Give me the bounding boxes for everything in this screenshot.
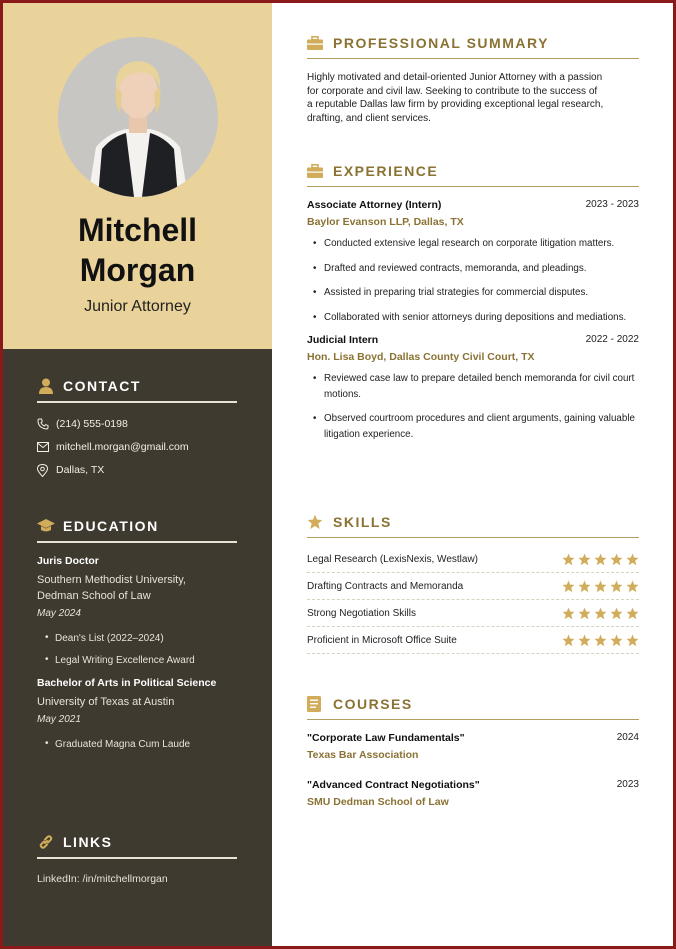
school-line: Dedman School of Law xyxy=(37,590,151,602)
course-year: 2024 xyxy=(616,732,639,743)
job-dates: 2023 - 2023 xyxy=(585,199,639,210)
star-icon xyxy=(594,580,607,593)
links-heading xyxy=(37,833,237,859)
list-item: • Dean's List (2022–2024) xyxy=(37,633,237,644)
summary-section xyxy=(307,33,639,125)
job-bullets xyxy=(307,236,639,325)
contact-location xyxy=(37,463,237,477)
job-title: Associate Attorney (Intern) xyxy=(307,199,442,211)
skills-heading xyxy=(307,512,639,538)
star-icon xyxy=(578,634,591,647)
job-dates: 2022 - 2022 xyxy=(585,334,639,345)
star-icon xyxy=(562,580,575,593)
list-item: • Assisted in preparing trial strategies for commercial disputes. xyxy=(307,285,639,301)
star-icon xyxy=(594,607,607,620)
education-highlights xyxy=(37,739,237,750)
skill-name: Strong Negotiation Skills xyxy=(307,607,416,619)
star-icon xyxy=(626,580,639,593)
briefcase-icon xyxy=(307,162,325,180)
skill-name: Legal Research (LexisNexis, Westlaw) xyxy=(307,553,478,565)
skills-section xyxy=(307,512,639,654)
education-section xyxy=(37,517,237,761)
book-icon xyxy=(307,695,325,713)
resume-page xyxy=(3,3,673,946)
avatar-photo xyxy=(58,37,218,197)
graduation-cap-icon xyxy=(37,517,55,535)
job-title: Judicial Intern xyxy=(307,334,379,346)
summary-heading xyxy=(307,33,639,59)
job-organization: Baylor Evanson LLP, Dallas, TX xyxy=(307,216,464,228)
education-entry xyxy=(37,677,237,750)
star-icon xyxy=(610,607,623,620)
last-name: Morgan xyxy=(79,252,196,288)
sidebar xyxy=(3,3,272,946)
skill-name: Proficient in Microsoft Office Suite xyxy=(307,634,457,646)
star-icon xyxy=(578,607,591,620)
skill-row xyxy=(307,627,639,654)
skill-rating xyxy=(562,634,639,647)
contact-email[interactable] xyxy=(37,440,237,454)
star-icon xyxy=(562,607,575,620)
skill-rating xyxy=(562,553,639,566)
links-section xyxy=(37,833,237,885)
star-icon xyxy=(594,634,607,647)
skills-list xyxy=(307,546,639,654)
courses-heading-label: COURSES xyxy=(333,695,413,712)
list-item: • Legal Writing Excellence Award xyxy=(37,655,237,666)
summary-line: a reputable Dallas law firm by providing exceptional legal research, xyxy=(307,99,604,110)
contact-phone[interactable] xyxy=(37,417,237,431)
course-organization: Texas Bar Association xyxy=(307,749,419,761)
summary-text xyxy=(307,71,639,125)
first-name: Mitchell xyxy=(77,212,198,248)
summary-heading-label: PROFESSIONAL SUMMARY xyxy=(333,34,549,51)
candidate-name xyxy=(3,210,272,290)
education-heading-label: EDUCATION xyxy=(63,518,159,534)
summary-line: for corporate and civil law. Seeking to contribute to the success of xyxy=(307,85,598,97)
degree: Juris Doctor xyxy=(37,555,99,567)
list-item: • Collaborated with senior attorneys during depositions and mediations. xyxy=(307,310,639,326)
star-icon xyxy=(594,553,607,566)
briefcase-icon xyxy=(307,34,325,52)
list-item: • Reviewed case law to prepare detailed bench memoranda for civil court motions. xyxy=(307,371,639,402)
location-pin-icon xyxy=(37,464,51,477)
list-item: • Observed courtroom procedures and client arguments, gaining valuable litigation experience. xyxy=(307,411,639,442)
course-year: 2023 xyxy=(616,779,639,790)
experience-section xyxy=(307,161,639,451)
email-text: mitchell.morgan@gmail.com xyxy=(56,441,189,453)
star-icon xyxy=(307,513,325,531)
mail-icon xyxy=(37,442,51,452)
education-heading xyxy=(37,517,237,543)
graduation-date: May 2021 xyxy=(37,714,81,725)
job-bullets xyxy=(307,371,639,442)
skill-name: Drafting Contracts and Memoranda xyxy=(307,580,464,592)
job-entry xyxy=(307,334,639,442)
course-title: "Corporate Law Fundamentals" xyxy=(307,732,465,744)
course-entry xyxy=(307,732,639,761)
job-organization: Hon. Lisa Boyd, Dallas County Civil Court, TX xyxy=(307,351,535,363)
skill-row xyxy=(307,573,639,600)
skill-rating xyxy=(562,580,639,593)
star-icon xyxy=(610,634,623,647)
list-item: • Conducted extensive legal research on corporate litigation matters. xyxy=(307,236,639,252)
skill-rating xyxy=(562,607,639,620)
phone-text: (214) 555-0198 xyxy=(56,418,128,430)
job-entry xyxy=(307,199,639,325)
graduation-date: May 2024 xyxy=(37,608,81,619)
links-heading-label: LINKS xyxy=(63,834,113,850)
contact-heading-label: CONTACT xyxy=(63,378,141,394)
education-entry xyxy=(37,555,237,666)
list-item: • Graduated Magna Cum Laude xyxy=(37,739,237,750)
list-item: • Drafted and reviewed contracts, memoranda, and pleadings. xyxy=(307,261,639,277)
courses-section xyxy=(307,694,639,808)
user-icon xyxy=(37,377,55,395)
star-icon xyxy=(610,553,623,566)
star-icon xyxy=(610,580,623,593)
contact-heading xyxy=(37,377,237,403)
star-icon xyxy=(562,553,575,566)
skills-heading-label: SKILLS xyxy=(333,513,392,530)
course-organization: SMU Dedman School of Law xyxy=(307,796,449,808)
sidebar-header xyxy=(3,3,272,349)
experience-heading-label: EXPERIENCE xyxy=(333,162,439,179)
link-icon xyxy=(37,833,55,851)
course-title: "Advanced Contract Negotiations" xyxy=(307,779,480,791)
job-title: Junior Attorney xyxy=(84,298,191,315)
star-icon xyxy=(578,580,591,593)
school xyxy=(37,572,237,604)
phone-icon xyxy=(37,418,51,430)
sidebar-body xyxy=(3,349,272,946)
summary-line: drafting, and client services. xyxy=(307,112,431,124)
star-icon xyxy=(578,553,591,566)
summary-line: Highly motivated and detail-oriented Junior Attorney with a passion xyxy=(307,72,603,83)
courses-heading xyxy=(307,694,639,720)
star-icon xyxy=(562,634,575,647)
experience-heading xyxy=(307,161,639,187)
school-line: Southern Methodist University, xyxy=(37,574,186,586)
course-entry xyxy=(307,779,639,808)
contact-section xyxy=(37,377,237,477)
school: University of Texas at Austin xyxy=(37,696,175,708)
star-icon xyxy=(626,634,639,647)
avatar xyxy=(58,37,218,197)
skill-row xyxy=(307,600,639,627)
skill-row xyxy=(307,546,639,573)
star-icon xyxy=(626,607,639,620)
education-highlights xyxy=(37,633,237,666)
location-text: Dallas, TX xyxy=(56,464,105,476)
star-icon xyxy=(626,553,639,566)
degree: Bachelor of Arts in Political Science xyxy=(37,677,217,689)
linkedin-link[interactable]: LinkedIn: /in/mitchellmorgan xyxy=(37,873,168,885)
